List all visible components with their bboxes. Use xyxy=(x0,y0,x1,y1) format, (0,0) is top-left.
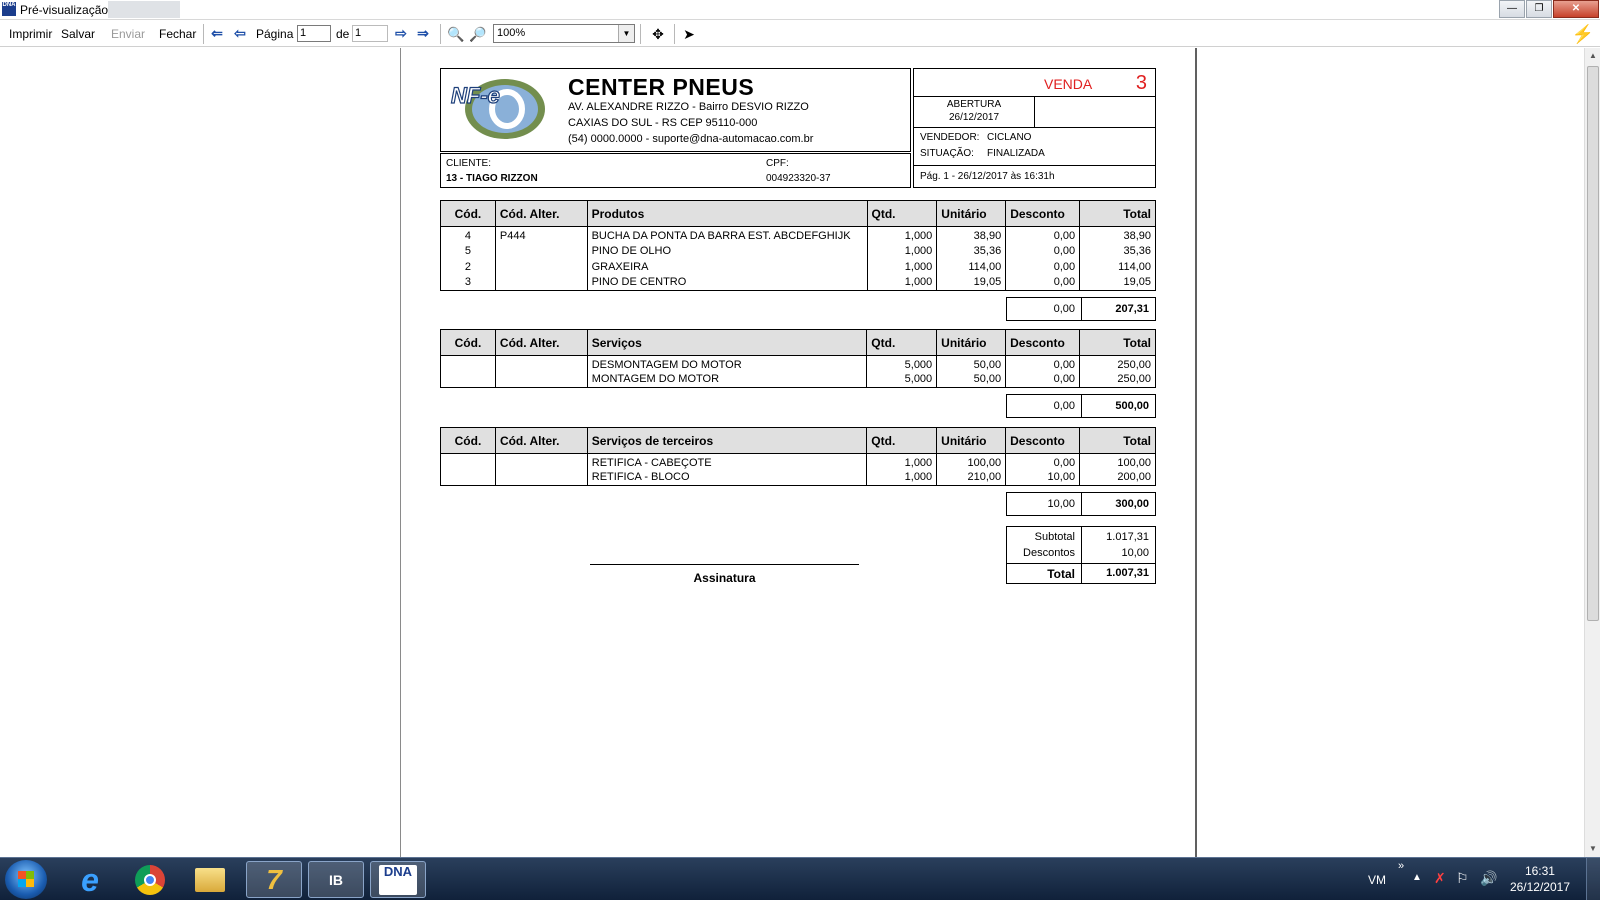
scroll-up-icon[interactable]: ▲ xyxy=(1589,51,1597,60)
venda-box xyxy=(913,68,1156,188)
zoom-in-icon[interactable]: 🔎 xyxy=(469,26,487,42)
abertura-label: ABERTURA xyxy=(946,99,1002,110)
cell-unitario: 100,00 xyxy=(937,454,1006,470)
save-button[interactable]: Salvar xyxy=(61,27,96,41)
cell-cod-alter xyxy=(495,259,587,275)
taskbar-chrome[interactable] xyxy=(122,861,178,898)
of-label: de xyxy=(336,27,350,41)
cell-qtd: 5,000 xyxy=(867,372,937,388)
col-desconto: Desconto xyxy=(1006,428,1080,454)
table-row xyxy=(441,275,1156,291)
col-cod: Cód. xyxy=(441,201,496,227)
cell-desconto: 0,00 xyxy=(1006,454,1080,470)
cell-total: 250,00 xyxy=(1080,372,1156,388)
window-controls xyxy=(1499,0,1600,20)
scroll-thumb[interactable] xyxy=(1587,66,1599,621)
col-qtd: Qtd. xyxy=(867,330,937,356)
cell-qtd: 1,000 xyxy=(867,227,937,243)
col-desconto: Desconto xyxy=(1006,201,1080,227)
action-center-icon[interactable]: ⚐ xyxy=(1456,870,1469,886)
total-label: Total xyxy=(1047,567,1075,581)
produtos-table xyxy=(440,200,1156,291)
seven-icon: 7 xyxy=(266,863,282,895)
page-label: Página xyxy=(256,27,294,41)
cell-desconto: 0,00 xyxy=(1006,259,1080,275)
cell-cod: 4 xyxy=(441,227,496,243)
toolbar-separator xyxy=(674,24,675,44)
cell-unitario: 50,00 xyxy=(937,372,1006,388)
descontos-label: Descontos xyxy=(1023,547,1075,559)
col-produtos: Produtos xyxy=(587,201,867,227)
produtos-totals xyxy=(1006,297,1156,321)
divider xyxy=(914,165,1155,166)
table-row xyxy=(441,372,1156,388)
cell-total: 38,90 xyxy=(1080,227,1156,243)
select-pointer-icon[interactable]: ➤ xyxy=(683,26,695,42)
terceiros-total-desconto: 10,00 xyxy=(1047,498,1075,510)
divider xyxy=(1081,493,1082,515)
cell-unitario: 114,00 xyxy=(937,259,1006,275)
cell-total: 35,36 xyxy=(1080,243,1156,259)
cell-unitario: 210,00 xyxy=(937,470,1006,486)
cell-cod: 2 xyxy=(441,259,496,275)
cell-unitario: 35,36 xyxy=(937,243,1006,259)
clock[interactable] xyxy=(1510,863,1570,895)
clock-time: 16:31 xyxy=(1524,864,1555,878)
client-label: CLIENTE: xyxy=(446,158,492,169)
cell-unitario: 38,90 xyxy=(937,227,1006,243)
col-total: Total xyxy=(1080,330,1156,356)
produtos-total-desconto: 0,00 xyxy=(1053,303,1075,315)
col-cod-alter: Cód. Alter. xyxy=(495,330,587,356)
chrome-icon xyxy=(135,865,165,895)
cell-cod xyxy=(441,372,496,388)
taskbar xyxy=(0,857,1600,900)
cell-cod-alter xyxy=(495,454,587,470)
nfe-logo xyxy=(447,73,557,145)
servicos-total: 500,00 xyxy=(1115,400,1149,412)
taskbar-dna[interactable] xyxy=(370,861,426,898)
cell-total: 250,00 xyxy=(1080,356,1156,372)
dna-icon: DNA xyxy=(379,865,417,895)
col-qtd: Qtd. xyxy=(867,428,937,454)
ibexpert-icon: IB xyxy=(329,871,343,888)
preview-toolbar xyxy=(0,21,1600,47)
col-cod: Cód. xyxy=(441,330,496,356)
clock-date: 26/12/2017 xyxy=(1509,880,1570,894)
divider xyxy=(1081,298,1082,320)
cell-total: 100,00 xyxy=(1080,454,1156,470)
client-value: 13 - TIAGO RIZZON xyxy=(446,173,538,184)
col-servicos: Serviços xyxy=(587,330,867,356)
cell-desconto: 0,00 xyxy=(1006,275,1080,291)
send-button[interactable]: Enviar xyxy=(111,27,146,41)
venda-number: 3 xyxy=(1135,72,1147,94)
toolbar-separator xyxy=(203,24,204,44)
taskbar-ie[interactable] xyxy=(62,861,118,898)
cell-qtd: 5,000 xyxy=(867,356,937,372)
cell-description: RETIFICA - CABEÇOTE xyxy=(587,454,867,470)
summary-box xyxy=(1006,526,1156,584)
minimize-button[interactable]: — xyxy=(1499,0,1525,18)
title-bar xyxy=(0,0,1600,20)
cell-qtd: 1,000 xyxy=(867,454,937,470)
tray-overflow[interactable]: » xyxy=(1398,860,1405,872)
total-value: 1.007,31 xyxy=(1106,567,1149,579)
windows-logo-icon xyxy=(18,879,34,887)
col-desconto: Desconto xyxy=(1006,330,1080,356)
cell-desconto: 0,00 xyxy=(1006,227,1080,243)
volume-icon[interactable]: 🔊 xyxy=(1480,870,1498,886)
company-header xyxy=(440,68,911,152)
col-cod-alter: Cód. Alter. xyxy=(495,201,587,227)
col-total: Total xyxy=(1080,201,1156,227)
cell-cod-alter xyxy=(495,243,587,259)
subtotal-label: Subtotal xyxy=(1034,531,1075,543)
cell-total: 19,05 xyxy=(1080,275,1156,291)
cell-unitario: 19,05 xyxy=(937,275,1006,291)
divider xyxy=(1081,395,1082,417)
pan-hand-icon[interactable]: ✥ xyxy=(652,26,664,42)
toolbar-separator xyxy=(440,24,441,44)
table-row xyxy=(441,470,1156,486)
first-page-icon[interactable]: ⇐ xyxy=(211,25,223,41)
zoom-out-icon[interactable]: 🔍 xyxy=(447,26,465,42)
antivirus-icon[interactable]: ✗ xyxy=(1434,870,1446,886)
cell-total: 200,00 xyxy=(1080,470,1156,486)
zoom-select[interactable] xyxy=(493,24,635,43)
page-number-input[interactable]: 1 xyxy=(297,25,331,42)
venda-label: VENDA xyxy=(1044,76,1093,92)
cell-description: RETIFICA - BLOCO xyxy=(587,470,867,486)
signature-label: Assinatura xyxy=(693,571,756,585)
taskbar-explorer[interactable] xyxy=(182,861,238,898)
cell-description: PINO DE CENTRO xyxy=(587,275,867,291)
terceiros-total: 300,00 xyxy=(1115,498,1149,510)
show-hidden-icons-icon[interactable]: ▲ xyxy=(1412,872,1422,883)
ie-icon: e xyxy=(81,861,99,898)
cell-desconto: 0,00 xyxy=(1006,356,1080,372)
col-total: Total xyxy=(1080,428,1156,454)
cell-cod-alter xyxy=(495,372,587,388)
col-unitario: Unitário xyxy=(937,201,1006,227)
next-page-icon[interactable]: ⇨ xyxy=(395,25,407,41)
page-info: Pág. 1 - 26/12/2017 às 16:31h xyxy=(920,171,1055,182)
cpf-value: 004923320-37 xyxy=(766,173,831,184)
title-blur xyxy=(108,1,180,18)
cell-qtd: 1,000 xyxy=(867,259,937,275)
divider xyxy=(914,127,1155,128)
company-city: CAXIAS DO SUL - RS CEP 95110-000 xyxy=(568,117,758,129)
cell-cod xyxy=(441,454,496,470)
table-row xyxy=(441,243,1156,259)
cell-cod-alter: P444 xyxy=(495,227,587,243)
cell-qtd: 1,000 xyxy=(867,470,937,486)
signature-line xyxy=(590,564,859,565)
terceiros-totals xyxy=(1006,492,1156,516)
cell-cod xyxy=(441,356,496,372)
company-contact: (54) 0000.0000 - suporte@dna-automacao.com.br xyxy=(568,133,814,145)
servicos-total-desconto: 0,00 xyxy=(1053,400,1075,412)
cpf-label: CPF: xyxy=(766,158,789,169)
table-row xyxy=(441,454,1156,470)
descontos-value: 10,00 xyxy=(1121,547,1149,559)
cell-description: DESMONTAGEM DO MOTOR xyxy=(587,356,867,372)
col-cod-alter: Cód. Alter. xyxy=(495,428,587,454)
company-name: CENTER PNEUS xyxy=(568,74,755,100)
col-unitario: Unitário xyxy=(937,330,1006,356)
cell-cod-alter xyxy=(495,470,587,486)
vm-label: VM xyxy=(1368,873,1386,887)
chevron-down-icon[interactable]: ▼ xyxy=(618,25,634,42)
divider xyxy=(1081,527,1082,583)
toolbar-separator xyxy=(640,24,641,44)
dna-app-icon: DNA xyxy=(2,2,16,16)
table-row xyxy=(441,259,1156,275)
divider xyxy=(1007,563,1155,564)
terceiros-table xyxy=(440,427,1156,486)
divider xyxy=(1034,96,1035,127)
close-window-button[interactable]: ✕ xyxy=(1553,0,1599,18)
client-box xyxy=(440,153,911,188)
window-title: Pré-visualização xyxy=(20,3,109,17)
vendedor-label: VENDEDOR: xyxy=(920,132,980,143)
cell-description: BUCHA DA PONTA DA BARRA EST. ABCDEFGHIJK xyxy=(587,227,867,243)
cell-desconto: 0,00 xyxy=(1006,372,1080,388)
cell-cod-alter xyxy=(495,356,587,372)
cell-description: MONTAGEM DO MOTOR xyxy=(587,372,867,388)
cell-description: PINO DE OLHO xyxy=(587,243,867,259)
cell-qtd: 1,000 xyxy=(867,275,937,291)
situacao-label: SITUAÇÃO: xyxy=(920,148,974,159)
show-desktop-button[interactable] xyxy=(1586,858,1600,900)
vertical-scrollbar[interactable] xyxy=(1584,48,1600,857)
cell-description: GRAXEIRA xyxy=(587,259,867,275)
cell-unitario: 50,00 xyxy=(937,356,1006,372)
vendedor-value: CICLANO xyxy=(987,132,1032,143)
print-button[interactable]: Imprimir xyxy=(9,27,53,41)
prev-page-icon[interactable]: ⇦ xyxy=(234,25,246,41)
table-row xyxy=(441,356,1156,372)
last-page-icon[interactable]: ⇒ xyxy=(417,25,429,41)
dna-logo-icon: ⚡ xyxy=(1571,24,1594,44)
zoom-value: 100% xyxy=(497,27,526,39)
taskbar-ibexpert[interactable] xyxy=(308,861,364,898)
close-button[interactable]: Fechar xyxy=(159,27,197,41)
cell-desconto: 10,00 xyxy=(1006,470,1080,486)
col-unitario: Unitário xyxy=(937,428,1006,454)
servicos-table xyxy=(440,329,1156,388)
page-total-field: 1 xyxy=(352,25,388,42)
cell-desconto: 0,00 xyxy=(1006,243,1080,259)
col-terceiros: Serviços de terceiros xyxy=(587,428,867,454)
cell-total: 114,00 xyxy=(1080,259,1156,275)
taskbar-7zip[interactable] xyxy=(246,861,302,898)
col-cod: Cód. xyxy=(441,428,496,454)
nfe-logo-text: NF-e xyxy=(451,83,500,108)
produtos-total: 207,31 xyxy=(1115,303,1149,315)
company-address: AV. ALEXANDRE RIZZO - Bairro DESVIO RIZZO xyxy=(568,101,809,113)
cell-cod xyxy=(441,470,496,486)
scroll-down-icon[interactable]: ▼ xyxy=(1589,844,1597,853)
col-qtd: Qtd. xyxy=(867,201,937,227)
situacao-value: FINALIZADA xyxy=(987,148,1045,159)
cell-qtd: 1,000 xyxy=(867,243,937,259)
cell-cod: 3 xyxy=(441,275,496,291)
cell-cod-alter xyxy=(495,275,587,291)
restore-button[interactable]: ❐ xyxy=(1526,0,1552,18)
cell-cod: 5 xyxy=(441,243,496,259)
start-button[interactable] xyxy=(5,860,47,899)
subtotal-value: 1.017,31 xyxy=(1106,531,1149,543)
folder-icon xyxy=(195,868,225,892)
servicos-totals xyxy=(1006,394,1156,418)
abertura-date: 26/12/2017 xyxy=(948,112,1000,123)
table-row xyxy=(441,227,1156,243)
